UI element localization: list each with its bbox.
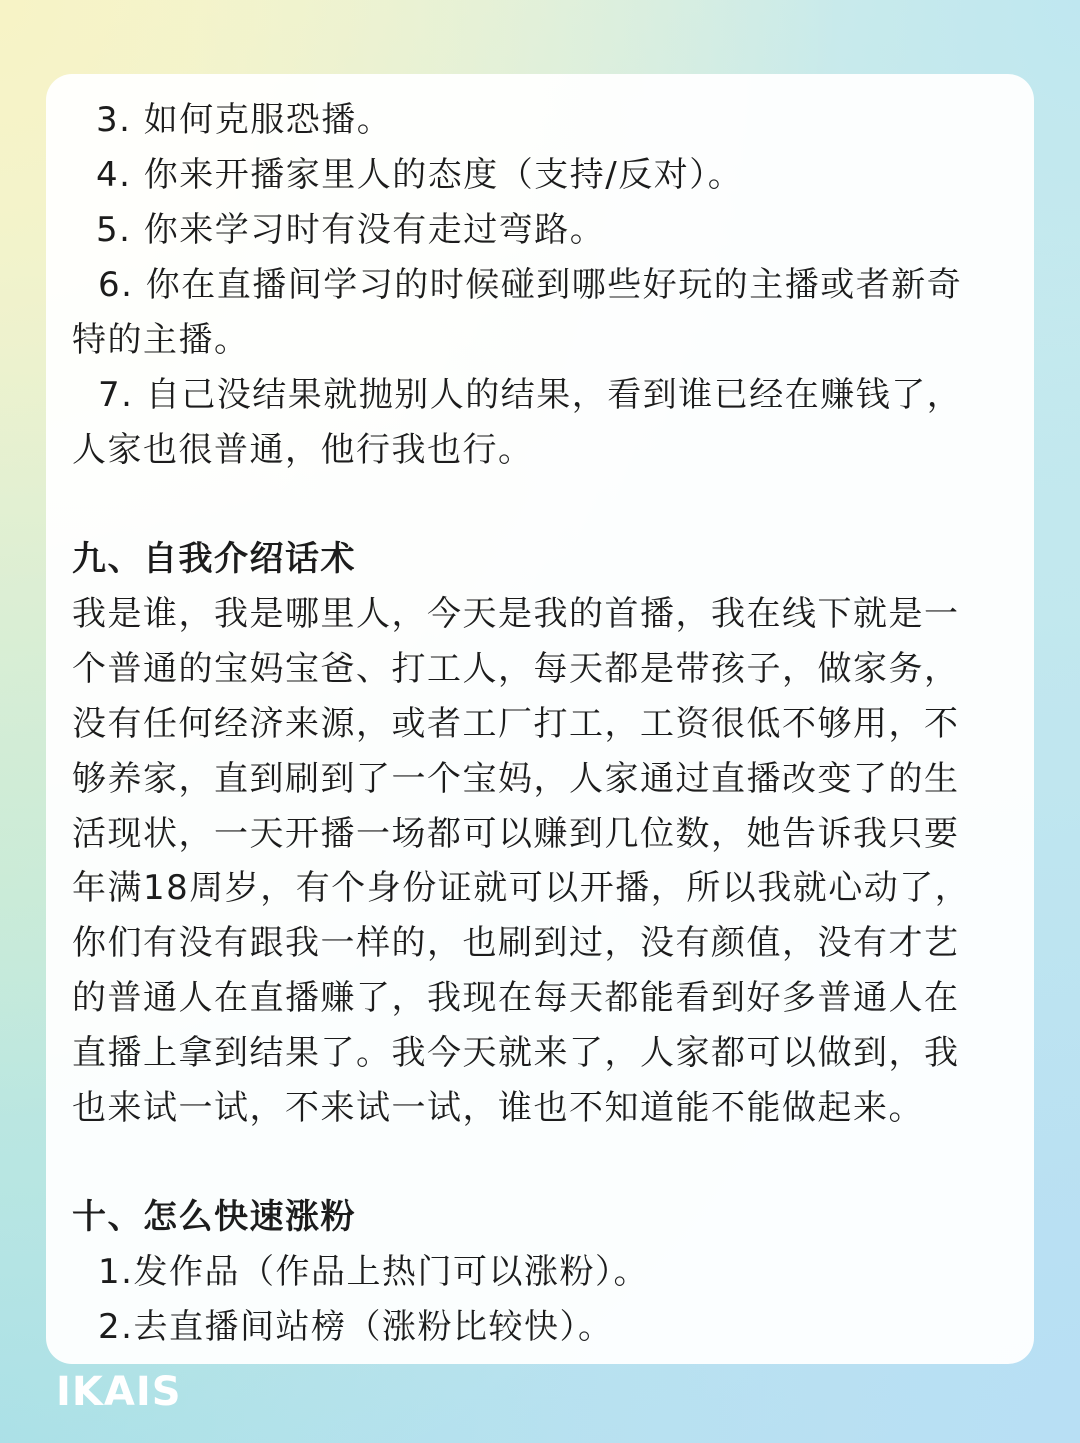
section-9-line: 够养家，直到刷到了一个宝妈，人家通过直播改变了的生 — [72, 759, 960, 799]
section-9-line: 个普通的宝妈宝爸、打工人，每天都是带孩子，做家务， — [72, 649, 960, 689]
section-9-line: 也来试一试，不来试一试，谁也不知道能不能做起来。 — [72, 1088, 924, 1128]
section-9-line: 你们有没有跟我一样的，也刷到过，没有颜值，没有才艺 — [72, 923, 960, 963]
section-9-line: 没有任何经济来源，或者工厂打工，工资很低不够用，不 — [72, 704, 960, 744]
list-item-6-line-1: 6. 你在直播间学习的时候碰到哪些好玩的主播或者新奇 — [98, 265, 963, 305]
list-item-7-line-1: 7. 自己没结果就抛别人的结果，看到谁已经在赚钱了， — [98, 375, 963, 415]
list-item-5: 5. 你来学习时有没有走过弯路。 — [96, 210, 606, 250]
watermark-logo: IKAIS — [56, 1369, 182, 1415]
list-item-3: 3. 如何克服恐播。 — [96, 100, 393, 140]
section-9-line: 我是谁，我是哪里人，今天是我的首播，我在线下就是一 — [72, 594, 960, 634]
list-item-6-line-2: 特的主播。 — [72, 320, 250, 360]
list-item-4: 4. 你来开播家里人的态度（支持/反对）。 — [96, 155, 744, 195]
section-9-line: 直播上拿到结果了。我今天就来了，人家都可以做到，我 — [72, 1033, 960, 1073]
section-9-line: 活现状，一天开播一场都可以赚到几位数，她告诉我只要 — [72, 814, 960, 854]
section-9-line: 的普通人在直播赚了，我现在每天都能看到好多普通人在 — [72, 978, 960, 1018]
section-10-heading: 十、怎么快速涨粉 — [72, 1197, 356, 1237]
section-9-line: 年满18周岁，有个身份证就可以开播，所以我就心动了， — [72, 868, 971, 908]
section-9-heading: 九、自我介绍话术 — [72, 539, 356, 579]
list-item-7-line-2: 人家也很普通，他行我也行。 — [72, 430, 534, 470]
section-10-item-2: 2.去直播间站榜（涨粉比较快）。 — [98, 1307, 614, 1347]
section-10-item-1: 1.发作品（作品上热门可以涨粉）。 — [98, 1252, 649, 1292]
